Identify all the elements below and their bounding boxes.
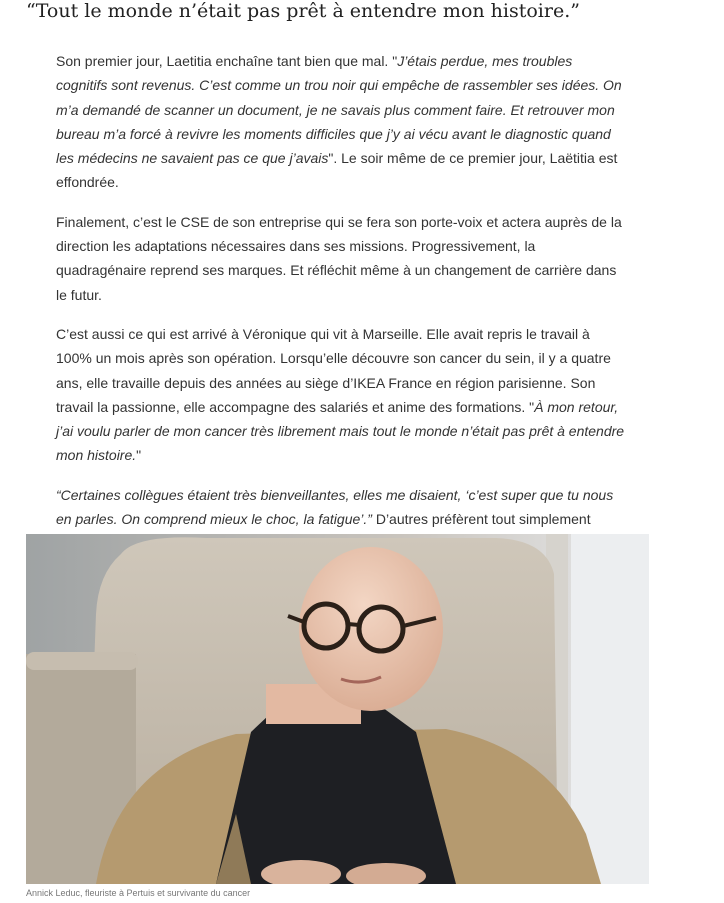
paragraph-first-day — [56, 49, 626, 195]
article-photo — [26, 534, 649, 884]
article-body — [56, 49, 626, 595]
quote-text: “Certaines collègues étaient très bienveillantes, elles me disaient, ‘c’est super que tu nous en parles. On comprend mieux le choc, la fatigue’.” — [56, 486, 614, 528]
paragraph-text: D’autres préfèrent tout simplement — [375, 511, 591, 528]
paragraph-text: Son premier jour, Laetitia enchaîne tant bien que mal. " — [56, 53, 398, 69]
quote-text: À mon retour, j’ai voulu parler de mon cancer très librement mais tout le monde n’était pas prêt à entendre mon histoire. — [56, 398, 625, 464]
pull-quote: “Tout le monde n’était pas prêt à entendre mon histoire.” — [26, 0, 580, 22]
paragraph-veronique — [56, 322, 626, 468]
paragraph-text: " — [136, 447, 142, 464]
paragraph-text: C’est aussi ce qui est arrivé à Véronique qui vit à Marseille. Elle avait repris le travail à 100% un mois après son opération. Lorsqu’elle découvre son cancer du sein, il y a quatre ans, elle travaille depuis des années au siège d’IKEA France en région parisienne. Son travail la passionne, elle accompagne des salariés et anime des formations. " — [56, 325, 611, 415]
paragraph-text: ". Le soir même de ce premier jour, Laëtitia est effondrée. — [56, 150, 618, 191]
photo-caption: Annick Leduc, fleuriste à Pertuis et survivante du cancer — [26, 888, 251, 898]
paragraph-cse: Finalement, c’est le CSE de son entreprise qui se fera son porte-voix et actera auprès de la direction les adaptations nécessaires dans ses missions. Progressivement, la quadragénaire reprend ses marques. Et réfléchit même à un changement de carrière dans le futur. — [56, 213, 622, 303]
quote-text: J’étais perdue, mes troubles cognitifs sont revenus. C’est comme un trou noir qui empêche de rassembler ses idées. On m’a demandé de scanner un document, je ne savais plus comment faire. Et retrouver mon bureau m’a forcé à revivre les moments difficiles que j’y ai vécu avant le diagnostic quand les médecins ne savaient pas ce que j’avais — [56, 53, 622, 167]
